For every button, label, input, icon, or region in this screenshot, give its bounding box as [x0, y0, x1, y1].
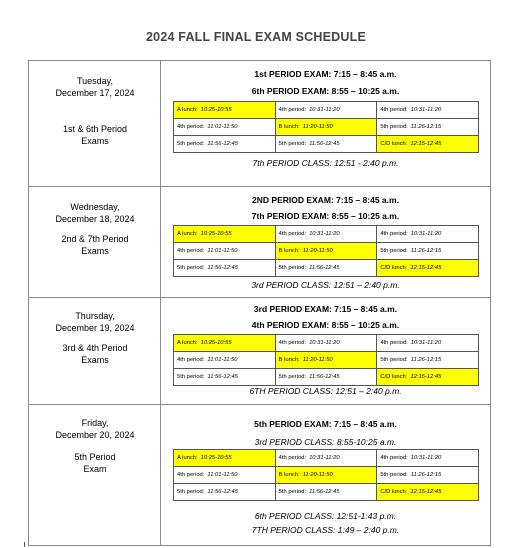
cell-time: 11:56-12:45	[309, 265, 340, 271]
cell-time: 11:56-12:45	[309, 141, 340, 147]
cell-label: 4th period:	[177, 472, 205, 478]
lunch-cell-highlighted	[275, 243, 377, 260]
cell-time: 10:31-11:20	[309, 340, 340, 346]
cell-time: 10:25-10:55	[200, 231, 232, 237]
cell-time: 10:31-11:20	[309, 455, 340, 461]
period-cell	[275, 450, 377, 467]
cell-label: 5th period:	[380, 124, 408, 130]
cell-time: 11:56-12:45	[207, 374, 238, 380]
day-exam-label	[29, 233, 161, 257]
cell-time: 11:26-12:15	[410, 248, 442, 254]
cell-label: 4th period:	[177, 124, 205, 130]
cell-label: B lunch:	[278, 124, 300, 130]
cell-label: B lunch:	[278, 472, 300, 478]
lunch-cell-highlighted	[275, 467, 377, 484]
period-cell	[174, 260, 276, 277]
cell-time: 11:01-11:50	[207, 248, 238, 254]
period-cell	[174, 243, 276, 260]
cell-label: 4th period:	[380, 107, 408, 113]
lunch-cell-highlighted	[275, 119, 377, 136]
day-date	[29, 310, 161, 334]
lunch-grid	[173, 225, 479, 277]
day-exam-label	[29, 123, 161, 147]
cell-label: 5th period:	[177, 141, 205, 147]
period-cell	[377, 226, 479, 243]
lunch-grid-row	[174, 119, 479, 136]
lunch-grid-row	[174, 226, 479, 243]
cell-label: 4th period:	[177, 357, 205, 363]
period-cell	[377, 243, 479, 260]
period-cell	[275, 484, 377, 501]
lunch-grid-row	[174, 260, 479, 277]
class-line: 6th PERIOD CLASS: 12:51-1:43 p.m.	[254, 511, 397, 521]
cell-label: 5th period:	[278, 141, 307, 147]
cell-label: 4th period:	[380, 231, 408, 237]
lunch-cell-highlighted	[275, 352, 377, 369]
day-schedule-cell	[161, 187, 490, 297]
cell-label: 5th period:	[380, 248, 408, 254]
lunch-cell-highlighted	[377, 369, 479, 386]
lunch-grid-row	[174, 467, 479, 484]
cell-label: 5th period:	[278, 265, 307, 271]
lunch-grid-row	[174, 335, 479, 352]
cell-label: A lunch:	[177, 231, 198, 237]
cell-time: 11:01-11:50	[207, 357, 238, 363]
cell-time: 10:25-10:55	[200, 455, 232, 461]
period-cell	[174, 467, 276, 484]
period-cell	[174, 136, 276, 153]
day-row-wednesday	[29, 187, 490, 298]
day-row-thursday	[29, 298, 490, 405]
cell-time: 11:26-12:15	[410, 124, 442, 130]
cell-time: 10:31-11:20	[410, 231, 442, 237]
period-cell	[377, 450, 479, 467]
cell-label: A lunch:	[177, 340, 198, 346]
cell-label: C/D lunch:	[380, 265, 408, 271]
cell-time: 10:31-11:20	[410, 455, 442, 461]
lunch-cell-highlighted	[377, 260, 479, 277]
exam-line-second: 6th PERIOD EXAM: 8:55 – 10:25 a.m.	[251, 86, 400, 96]
exam-periods-sublabel: Exam	[83, 464, 107, 474]
lunch-grid-row	[174, 484, 479, 501]
lunch-cell-highlighted	[174, 226, 276, 243]
exam-periods-sublabel: Exams	[81, 136, 109, 146]
class-line: 3rd PERIOD CLASS: 12:51 – 2:40 p.m.	[251, 280, 400, 290]
cell-time: 11:20-11:50	[302, 248, 333, 254]
cell-label: B lunch:	[278, 248, 300, 254]
exam-periods-label: 5th Period	[74, 452, 116, 462]
lunch-cell-highlighted	[174, 102, 276, 119]
cell-label: C/D lunch:	[380, 141, 408, 147]
exam-line-first: 3rd PERIOD EXAM: 7:15 – 8:45 a.m.	[253, 304, 398, 314]
cell-label: 4th period:	[380, 455, 408, 461]
period-cell	[275, 369, 377, 386]
cell-label: 4th period:	[278, 107, 307, 113]
day-weekday: Wednesday,	[70, 202, 120, 212]
day-schedule-cell	[161, 405, 490, 545]
day-info-cell	[29, 187, 161, 297]
exam-line-second: 4th PERIOD EXAM: 8:55 – 10:25 a.m.	[251, 320, 400, 330]
exam-periods-sublabel: Exams	[81, 355, 109, 365]
cell-label: 4th period:	[278, 231, 307, 237]
day-info-cell	[29, 298, 161, 404]
lunch-cell-highlighted	[174, 450, 276, 467]
lunch-grid-row	[174, 352, 479, 369]
day-info-cell	[29, 61, 161, 186]
period-cell	[377, 352, 479, 369]
period-cell	[377, 467, 479, 484]
exam-line-first: 2ND PERIOD EXAM: 7:15 – 8:45 a.m.	[252, 195, 399, 205]
exam-periods-label: 1st & 6th Period	[62, 124, 128, 134]
day-row-tuesday	[29, 61, 490, 187]
cell-time: 11:56-12:45	[309, 374, 340, 380]
cell-label: A lunch:	[177, 455, 198, 461]
day-full-date: December 19, 2024	[55, 323, 135, 333]
period-cell	[377, 119, 479, 136]
class-line: 7th PERIOD CLASS: 12:51 - 2:40 p.m.	[252, 158, 399, 168]
period-cell	[275, 335, 377, 352]
exam-line-second: 7th PERIOD EXAM: 8:55 – 10:25 a.m.	[251, 211, 400, 221]
day-weekday: Thursday,	[75, 311, 115, 321]
cell-time: 12:15-12:45	[410, 374, 442, 380]
period-cell	[275, 260, 377, 277]
cell-time: 10:31-11:20	[410, 340, 442, 346]
day-info-cell	[29, 405, 161, 545]
page-margin-mark	[24, 542, 25, 547]
cell-label: 5th period:	[177, 265, 205, 271]
page-title: 2024 FALL FINAL EXAM SCHEDULE	[146, 30, 366, 44]
cell-time: 11:01-11:50	[207, 472, 238, 478]
cell-label: 5th period:	[380, 472, 408, 478]
lunch-cell-highlighted	[174, 335, 276, 352]
lunch-grid	[173, 449, 479, 501]
cell-time: 11:26-12:15	[410, 357, 442, 363]
exam-periods-label: 2nd & 7th Period	[61, 234, 129, 244]
day-full-date: December 20, 2024	[55, 430, 135, 440]
lunch-grid	[173, 334, 479, 386]
cell-time: 11:56-12:45	[207, 141, 238, 147]
exam-schedule-table	[28, 60, 491, 546]
cell-label: 4th period:	[278, 455, 307, 461]
cell-label: A lunch:	[177, 107, 198, 113]
cell-label: B lunch:	[278, 357, 300, 363]
cell-time: 11:56-12:45	[309, 489, 340, 495]
exam-periods-label: 3rd & 4th Period	[62, 343, 128, 353]
cell-time: 11:01-11:50	[207, 124, 238, 130]
cell-time: 10:25-10:55	[200, 107, 232, 113]
period-cell	[275, 226, 377, 243]
cell-label: 5th period:	[278, 374, 307, 380]
class-line: 7TH PERIOD CLASS: 1:49 – 2:40 p.m.	[251, 525, 400, 535]
day-exam-label	[29, 342, 161, 366]
period-cell	[275, 136, 377, 153]
cell-time: 10:25-10:55	[200, 340, 232, 346]
period-cell	[174, 352, 276, 369]
cell-time: 12:15-12:45	[410, 265, 442, 271]
day-row-friday	[29, 405, 490, 545]
period-cell	[174, 119, 276, 136]
exam-line-first: 1st PERIOD EXAM: 7:15 – 8:45 a.m.	[254, 69, 397, 79]
period-cell	[377, 335, 479, 352]
lunch-grid-row	[174, 243, 479, 260]
cell-time: 10:31-11:20	[309, 231, 340, 237]
lunch-cell-highlighted	[377, 484, 479, 501]
cell-time: 11:26-12:15	[410, 472, 442, 478]
period-cell	[174, 369, 276, 386]
lunch-grid-row	[174, 102, 479, 119]
cell-label: 5th period:	[380, 357, 408, 363]
day-schedule-cell	[161, 61, 490, 186]
day-date	[29, 201, 161, 225]
cell-label: 4th period:	[177, 248, 205, 254]
cell-time: 11:56-12:45	[207, 265, 238, 271]
lunch-cell-highlighted	[377, 136, 479, 153]
lunch-grid-row	[174, 136, 479, 153]
lunch-grid	[173, 101, 479, 153]
period-cell	[275, 102, 377, 119]
cell-label: C/D lunch:	[380, 489, 408, 495]
cell-time: 10:31-11:20	[309, 107, 340, 113]
cell-time: 10:31-11:20	[410, 107, 442, 113]
cell-time: 12:15-12:45	[410, 141, 442, 147]
lunch-grid-row	[174, 369, 479, 386]
cell-time: 12:15-12:45	[410, 489, 442, 495]
day-schedule-cell	[161, 298, 490, 404]
class-line-morning: 3rd PERIOD CLASS: 8:55-10:25 a.m.	[254, 437, 397, 447]
day-weekday: Friday,	[81, 418, 109, 428]
cell-label: 5th period:	[177, 374, 205, 380]
class-line: 6TH PERIOD CLASS: 12:51 – 2:40 p.m.	[249, 386, 402, 396]
exam-periods-sublabel: Exams	[81, 246, 109, 256]
cell-time: 11:20-11:50	[302, 357, 333, 363]
day-date	[29, 417, 161, 441]
exam-line-first: 5th PERIOD EXAM: 7:15 – 8:45 a.m.	[254, 419, 397, 429]
day-date	[29, 75, 161, 99]
cell-label: 5th period:	[177, 489, 205, 495]
period-cell	[174, 484, 276, 501]
cell-time: 11:20-11:50	[302, 472, 333, 478]
day-full-date: December 17, 2024	[55, 88, 135, 98]
cell-label: 4th period:	[278, 340, 307, 346]
cell-time: 11:20-11:50	[302, 124, 333, 130]
cell-label: 5th period:	[278, 489, 307, 495]
cell-time: 11:56-12:45	[207, 489, 238, 495]
day-full-date: December 18, 2024	[55, 214, 135, 224]
day-weekday: Tuesday,	[76, 76, 114, 86]
day-exam-label	[29, 451, 161, 475]
period-cell	[377, 102, 479, 119]
lunch-grid-row	[174, 450, 479, 467]
cell-label: C/D lunch:	[380, 374, 408, 380]
cell-label: 4th period:	[380, 340, 408, 346]
